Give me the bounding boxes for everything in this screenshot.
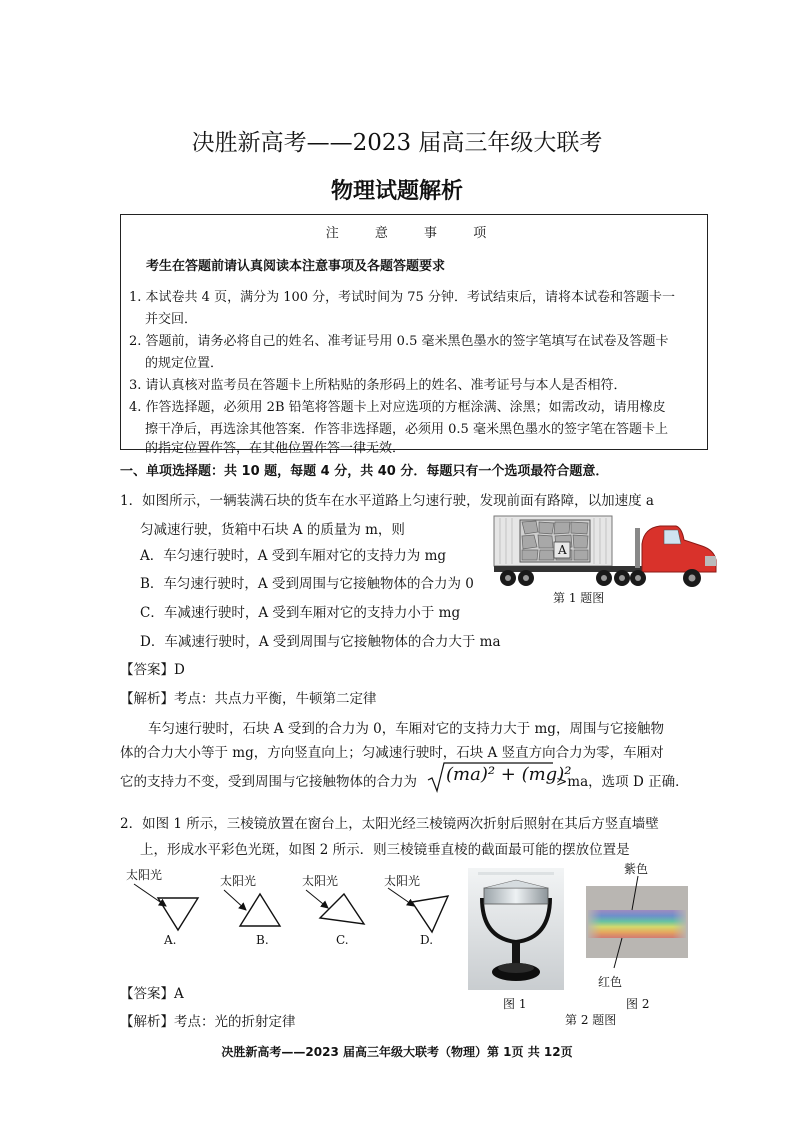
q1-figure-caption: 第 1 题图 [553, 591, 605, 605]
sun-label-d: 太阳光 [384, 874, 421, 888]
prism-c [320, 894, 364, 924]
prism-options-figure [120, 880, 470, 940]
purple-label: 紫色 [624, 862, 649, 876]
sun-label-b: 太阳光 [220, 874, 257, 888]
section-heading: 一、单项选择题：共 10 题，每题 4 分，共 40 分．每题只有一个选项最符合题意． [120, 464, 609, 479]
q1-analysis-head: 【解析】考点：共点力平衡，牛顿第二定律 [120, 691, 377, 707]
rock-a-label: A [558, 543, 567, 557]
q2-figure-caption: 第 2 题图 [565, 1013, 617, 1027]
sun-label-c: 太阳光 [302, 874, 339, 888]
truck-figure [492, 514, 724, 592]
q1-analysis-line3-pre: 它的支持力不变，受到周围与它接触物体的合力为 [120, 774, 417, 790]
notice-item-4: 4. 作答选择题，必须用 2B 铅笔将答题卡上对应选项的方框涂满、涂黑；如需改动，请用橡皮 [129, 400, 666, 415]
prism-photo [468, 868, 564, 990]
page-title: 决胜新高考——2023 届高三年级大联考 [191, 130, 603, 156]
q1-option-c: C．车减速行驶时，A 受到车厢对它的支持力小于 mg [140, 605, 461, 621]
option-label-d: D. [420, 933, 434, 947]
notice-item-2-cont: 的规定位置． [145, 356, 224, 371]
q1-option-b: B．车匀速行驶时，A 受到周围与它接触物体的合力为 0 [140, 576, 474, 592]
page-subtitle: 物理试题解析 [330, 179, 463, 204]
q1-analysis-line3-post: >ma，选项 D 正确． [556, 774, 689, 790]
sun-label-a: 太阳光 [126, 868, 163, 882]
notice-item-1: 1. 本试卷共 4 页，满分为 100 分，考试时间为 75 分钟．考试结束后，请将本试卷和答题卡一 [129, 290, 675, 305]
q1-analysis-line2: 体的合力大小等于 mg，方向竖直向上；匀减速行驶时，石块 A 竖直方向合力为零，车厢对 [120, 745, 664, 761]
purple-pointer [626, 874, 646, 914]
q1-stem-line1: 1．如图所示，一辆装满石块的货车在水平道路上匀速行驶，发现前面有路障，以加速度 a [120, 493, 654, 509]
q2-answer: 【答案】A [120, 986, 184, 1002]
notice-box [120, 214, 708, 456]
option-label-c: C. [336, 933, 349, 947]
q2-analysis-head: 【解析】考点：光的折射定律 [120, 1014, 296, 1030]
q1-stem-line2: 匀减速行驶，货箱中石块 A 的质量为 m，则 [140, 522, 405, 538]
q1-analysis-line1: 车匀速行驶时，石块 A 受到的合力为 0，车厢对它的支持力大于 mg，周围与它接触物 [148, 721, 664, 737]
q2-stem-line2: 上，形成水平彩色光斑，如图 2 所示．则三棱镜垂直棱的截面最可能的摆放位置是 [140, 842, 630, 858]
page-footer: 决胜新高考——2023 届高三年级大联考（物理）第 1页 共 12页 [221, 1045, 573, 1059]
notice-subheading: 考生在答题前请认真阅读本注意事项及各题答题要求 [146, 259, 446, 274]
formula-text: (ma)² + (mg)² [446, 764, 572, 785]
notice-heading: 注 意 事 项 [325, 226, 503, 241]
prism-a [158, 898, 198, 930]
q1-option-a: A．车匀速行驶时，A 受到车厢对它的支持力为 mg [140, 548, 447, 564]
q1-answer: 【答案】D [120, 662, 185, 678]
prism-d [412, 896, 448, 932]
notice-item-2: 2. 答题前，请务必将自己的姓名、准考证号用 0.5 毫米黑色墨水的签字笔填写在试卷及答题卡 [129, 334, 669, 349]
notice-item-4-cont: 擦干净后，再选涂其他答案．作答非选择题，必须用 0.5 毫米黑色墨水的签字笔在答题卡上 [145, 422, 668, 437]
notice-item-3: 3. 请认真核对监考员在答题卡上所粘贴的条形码上的姓名、准考证号与本人是否相符． [129, 378, 627, 393]
q1-option-d: D．车减速行驶时，A 受到周围与它接触物体的合力大于 ma [140, 634, 501, 650]
notice-item-4-cont2: 的指定位置作答，在其他位置作答一律无效． [145, 441, 406, 456]
fig2-caption: 图 2 [626, 997, 650, 1011]
red-pointer [608, 934, 628, 974]
q2-stem-line1: 2．如图 1 所示，三棱镜放置在窗台上，太阳光经三棱镜两次折射后照射在其后方竖直墙壁 [120, 816, 659, 832]
option-label-b: B. [256, 933, 269, 947]
red-label: 红色 [598, 975, 623, 989]
fig1-caption: 图 1 [503, 997, 527, 1011]
option-label-a: A. [164, 933, 177, 947]
notice-item-1-cont: 并交回． [145, 312, 198, 327]
